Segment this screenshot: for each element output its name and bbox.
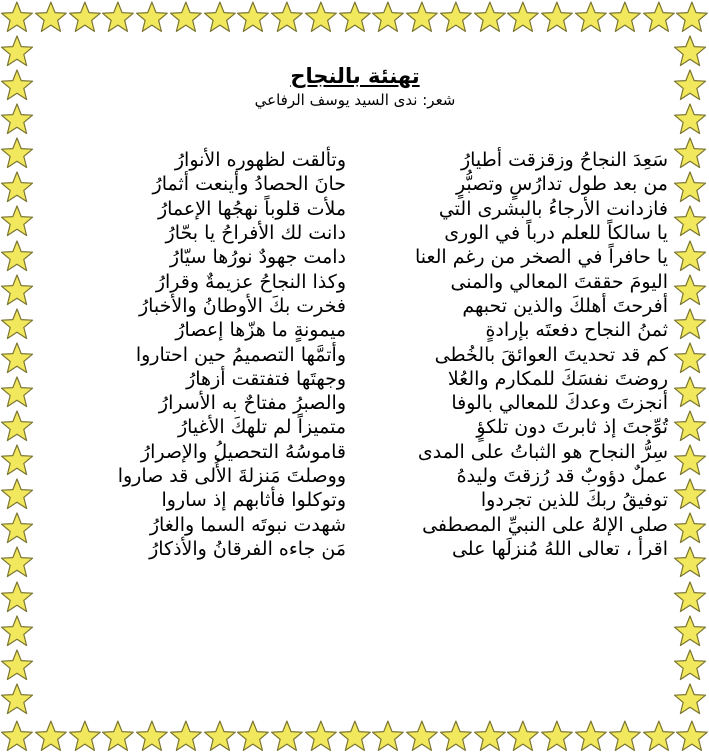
verse-first-hemistich: تُوِّجتَ إذ ثابرتَ دون تلكؤٍ (476, 416, 668, 439)
star-icon (236, 719, 270, 753)
star-icon (304, 0, 338, 34)
star-icon (673, 204, 707, 238)
star-icon (540, 0, 574, 34)
verse-line (40, 221, 670, 245)
star-icon (673, 477, 707, 511)
verse-line (40, 342, 670, 366)
star-icon (673, 511, 707, 545)
star-icon (0, 341, 34, 375)
verse-first-hemistich: روضتَ نفسَكَ للمكارم والعُلا (447, 367, 668, 390)
star-border-left (0, 34, 34, 716)
star-icon (675, 719, 709, 753)
star-icon (673, 170, 707, 204)
star-icon (0, 307, 34, 341)
star-icon (338, 0, 372, 34)
star-icon (34, 0, 68, 34)
verse-first-hemistich: أنجزتَ وعدكَ للمعالي بالوفا (451, 392, 668, 415)
poem-title: تهنئة بالنجاح (290, 64, 420, 88)
verse-first-hemistich: سِرُّ النجاح هو الثباتُ على المدى (417, 440, 668, 463)
star-icon (236, 0, 270, 34)
verse-first-hemistich: من بعد طول تدارُسٍ وتصبُّرٍ (455, 173, 668, 196)
star-icon (169, 719, 203, 753)
verse-line (40, 172, 670, 196)
star-icon (68, 719, 102, 753)
star-icon (673, 102, 707, 136)
star-icon (673, 682, 707, 716)
star-icon (540, 719, 574, 753)
star-icon (574, 0, 608, 34)
star-icon (101, 719, 135, 753)
star-icon (642, 0, 676, 34)
verse-second-hemistich: متميزاً لم تلهكَ الأغيارُ (177, 416, 346, 439)
star-icon (0, 648, 34, 682)
star-icon (673, 136, 707, 170)
verse-second-hemistich: والصبرُ مفتاحٌ به الأسرارُ (158, 392, 346, 415)
star-icon (473, 719, 507, 753)
star-icon (675, 0, 709, 34)
verse-line (40, 245, 670, 269)
verse-first-hemistich: صلى الإلهُ على النبيِّ المصطفى (422, 513, 668, 536)
star-icon (673, 443, 707, 477)
verse-line (40, 488, 670, 512)
verse-first-hemistich: يا حافراً في الصخر من رغم العنا (414, 246, 668, 269)
verse-line (40, 148, 670, 172)
verse-first-hemistich: فازدانت الأرجاءُ بالبشرى التي (438, 197, 668, 220)
verse-second-hemistich: دامت جهودٌ نورُها سيّارُ (169, 246, 346, 269)
star-icon (304, 719, 338, 753)
star-icon (135, 719, 169, 753)
star-icon (574, 719, 608, 753)
star-border-bottom (0, 719, 709, 753)
star-icon (473, 0, 507, 34)
star-icon (673, 580, 707, 614)
star-icon (371, 719, 405, 753)
star-icon (0, 545, 34, 579)
star-icon (673, 273, 707, 307)
verse-line (40, 440, 670, 464)
star-icon (608, 719, 642, 753)
star-icon (0, 477, 34, 511)
verse-first-hemistich: اليومَ حققتَ المعالي والمنى (450, 270, 668, 293)
star-icon (642, 719, 676, 753)
verse-second-hemistich: قاموسُهُ التحصيلُ والإصرارُ (140, 440, 346, 463)
star-icon (439, 0, 473, 34)
verse-second-hemistich: مَن جاءه الفرقانُ والأذكارُ (149, 537, 346, 560)
verse-second-hemistich: وتوكلوا فأثابهم إذ ساروا (161, 489, 346, 512)
star-icon (0, 409, 34, 443)
star-icon (405, 0, 439, 34)
verse-first-hemistich: يا سالكاً للعلم درباً في الورى (444, 222, 668, 245)
verse-line (40, 197, 670, 221)
star-icon (506, 719, 540, 753)
star-icon (0, 68, 34, 102)
verse-line (40, 537, 670, 561)
star-icon (673, 307, 707, 341)
verse-line (40, 391, 670, 415)
star-icon (203, 0, 237, 34)
verse-first-hemistich: أفرحتَ أهلكَ والذين تحبهم (462, 294, 668, 317)
star-icon (0, 375, 34, 409)
star-icon (68, 0, 102, 34)
verse-line (40, 512, 670, 536)
verse-line (40, 367, 670, 391)
star-icon (673, 409, 707, 443)
star-icon (0, 682, 34, 716)
star-icon (0, 102, 34, 136)
verse-second-hemistich: ووصلتَ مَنزلةَ الأُلى قد صاروا (117, 465, 346, 487)
star-border-right (673, 34, 707, 716)
star-icon (34, 719, 68, 753)
star-icon (0, 719, 34, 753)
star-icon (0, 136, 34, 170)
star-icon (371, 0, 405, 34)
star-icon (405, 719, 439, 753)
star-icon (0, 170, 34, 204)
star-icon (673, 68, 707, 102)
verse-first-hemistich: اقرأ ، تعالى اللهُ مُنزلَها على (451, 537, 668, 560)
verse-first-hemistich: ثمنُ النجاح دفعتَه بإرادةٍ (485, 319, 668, 342)
star-icon (101, 0, 135, 34)
verse-second-hemistich: وأتمَّها التصميمُ حين احتاروا (135, 343, 346, 366)
verse-line (40, 294, 670, 318)
verse-first-hemistich: سَعِدَ النجاحُ وزقزقت أطيارُ (460, 149, 668, 172)
verse-first-hemistich: عملٌ دؤوبٌ قد رُزقتَ وليدهُ (456, 465, 668, 487)
star-icon (0, 34, 34, 68)
star-icon (338, 719, 372, 753)
star-icon (506, 0, 540, 34)
star-icon (0, 511, 34, 545)
star-icon (673, 614, 707, 648)
star-icon (673, 239, 707, 273)
star-icon (135, 0, 169, 34)
verse-line (40, 415, 670, 439)
verse-line (40, 464, 670, 488)
star-icon (0, 273, 34, 307)
verse-second-hemistich: وجهتَها فتفتقت أزهارُ (186, 367, 346, 390)
star-icon (203, 719, 237, 753)
verse-second-hemistich: حانَ الحصادُ وأينعت أثمارُ (152, 173, 346, 196)
verse-second-hemistich: شهدت نبوتَه السما والغارُ (149, 513, 346, 536)
poem-author: شعر: ندى السيد يوسف الرفاعي (254, 91, 456, 109)
poem-document (40, 64, 670, 704)
star-icon (673, 648, 707, 682)
star-icon (270, 0, 304, 34)
verse-second-hemistich: دانت لك الأفراحُ يا بحّارُ (165, 222, 346, 245)
star-icon (608, 0, 642, 34)
star-icon (673, 375, 707, 409)
star-icon (169, 0, 203, 34)
star-icon (0, 204, 34, 238)
star-icon (0, 614, 34, 648)
star-icon (673, 34, 707, 68)
star-border-top (0, 0, 709, 34)
star-icon (0, 0, 34, 34)
star-icon (673, 341, 707, 375)
star-icon (0, 443, 34, 477)
verse-first-hemistich: كم قد تحديتَ العوائقَ بالخُطى (434, 343, 668, 366)
verse-second-hemistich: ميمونةٍ ما هزّها إعصارُ (175, 319, 346, 342)
star-icon (0, 239, 34, 273)
verse-line (40, 269, 670, 293)
verse-second-hemistich: وكذا النجاحُ عزيمةٌ وقرارُ (155, 270, 346, 293)
poem-verses (40, 148, 670, 561)
verse-second-hemistich: ملأت قلوباً نهجُها الإعمارُ (157, 197, 346, 220)
verse-second-hemistich: فخرت بكَ الأوطانُ والأخبارُ (138, 294, 346, 317)
star-icon (0, 580, 34, 614)
verse-first-hemistich: توفيقُ ربكَ للذين تجردوا (480, 489, 668, 512)
star-icon (270, 719, 304, 753)
verse-second-hemistich: وتألقت لظهوره الأنوارُ (174, 149, 346, 172)
verse-line (40, 318, 670, 342)
star-icon (439, 719, 473, 753)
star-icon (673, 545, 707, 579)
